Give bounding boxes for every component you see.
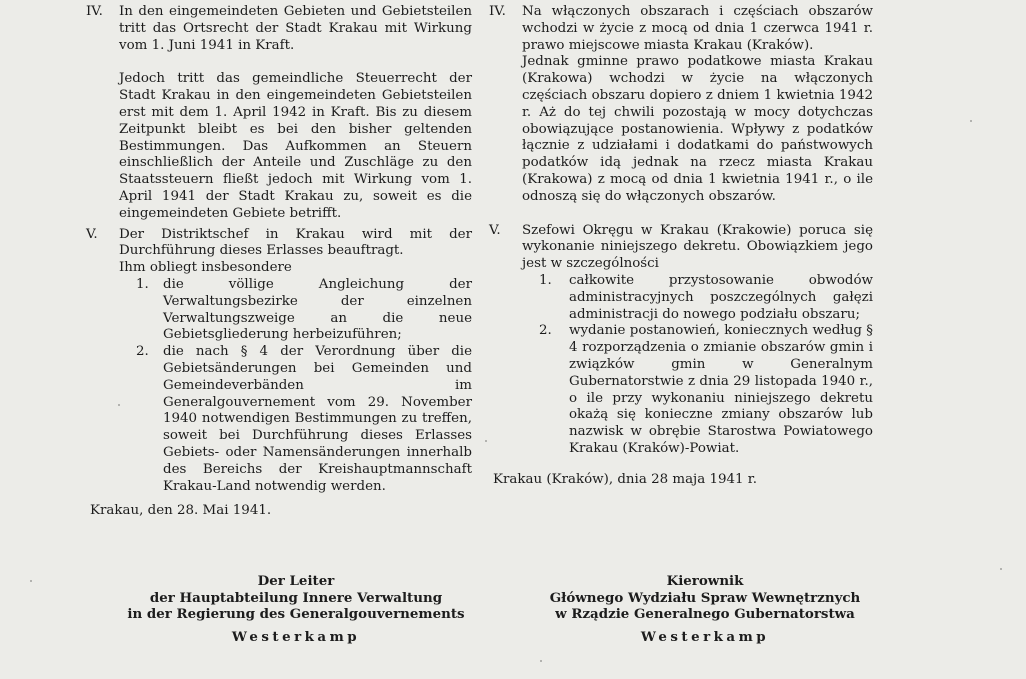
list-item xyxy=(489,323,873,457)
list-item-text: wydanie postanowień, koniecznych według § 4 rozporządzenia o zmianie obszarów gmin i związków gmin w Generalnym Gubernatorstwie z dnia 29 listopada 1940 r., o ile przy wykonaniu niniejszego dekretu okażą się konieczne zmiany obszarów lub nazwisk w obrębie Starostwa Powiatowego Krakau (Kraków)-Powiat. xyxy=(569,323,873,456)
polish-signature-block xyxy=(505,573,905,645)
paper-speck xyxy=(540,660,542,662)
list-item-text: die völlige Angleichung der Verwaltungsbezirke der einzelnen Verwaltungszweige an die neue Gebietsgliederung herbeizuführen; xyxy=(163,276,472,343)
section-number: V. xyxy=(489,222,501,238)
signature-name: Westerkamp xyxy=(640,628,770,645)
section-number: IV. xyxy=(86,4,103,19)
list-item xyxy=(489,273,873,323)
list-item xyxy=(86,344,472,495)
polish-section-iv xyxy=(489,4,873,206)
german-signature-block xyxy=(96,573,496,645)
section-paragraph: In den eingemeindeten Gebieten und Gebietsteilen tritt das Ortsrecht der Stadt Krakau mit Wirkung vom 1. Juni 1941 in Kraft. xyxy=(119,4,472,53)
polish-column xyxy=(489,4,873,489)
signature-title: der Hauptabteilung Innere Verwaltung xyxy=(149,589,443,606)
list-item xyxy=(86,277,472,344)
signature-title: Kierownik xyxy=(666,573,744,589)
date-line: Krakau (Kraków), dnia 28 maja 1941 r. xyxy=(493,471,757,487)
section-number: IV. xyxy=(489,4,506,19)
section-paragraph: Jednak gminne prawo podatkowe miasta Krakau (Krakowa) wchodzi w życie na włączonych częściach obszaru dopiero z dniem 1 kwietnia 1942 r. Aż do tej chwili pozostają w mocy dotychczas obowiązujące postanowienia. Wpływy z podatków łącznie z udziałami i dodatkami do państwowych podatków idą jednak na rzecz miasta Krakau (Krakowa) z mocą od dnia 1 kwietnia 1941 r., o ile odnoszą się do włączonych obszarów. xyxy=(522,54,873,204)
section-number: V. xyxy=(86,226,98,242)
date-line: Krakau, den 28. Mai 1941. xyxy=(90,503,272,519)
polish-section-v xyxy=(489,223,873,273)
section-intro: Ihm obliegt insbesondere xyxy=(119,260,292,276)
list-item-text: die nach § 4 der Verordnung über die Gebietsänderungen bei Gemeinden und Gemeindeverbänden im Generalgouvernement vom 29. November 1940 notwendigen Bestimmungen zu treffen, soweit bei Durchführung dieses Erlasses Gebiets- oder Namensänderungen innerhalb des Bereichs der Kreishauptmannschaft Krakau-Land notwendig werden. xyxy=(163,344,472,494)
paper-speck xyxy=(30,580,32,582)
paper-speck xyxy=(118,404,120,406)
list-item-text: całkowite przystosowanie obwodów administracyjnych poszczególnych gałęzi administracji do nowego podziału obszaru; xyxy=(569,272,873,322)
list-item-number: 2. xyxy=(539,323,552,339)
paper-speck xyxy=(485,440,487,442)
paper-speck xyxy=(1000,568,1002,570)
signature-title: w Rządzie Generalnego Gubernatorstwa xyxy=(555,606,855,623)
signature-title: Der Leiter xyxy=(257,573,335,589)
list-item-number: 2. xyxy=(136,344,149,360)
section-paragraph: Szefowi Okręgu w Krakau (Krakowie) poruca się wykonanie niniejszego dekretu. Obowiązkiem jego jest w szczególności xyxy=(522,222,873,272)
section-paragraph: Na włączonych obszarach i częściach obszarów wchodzi w życie z mocą od dnia 1 czerwca 1941 r. prawo miejscowe miasta Krakau (Kraków). xyxy=(522,4,873,53)
list-item-number: 1. xyxy=(539,272,552,288)
signature-title: in der Regierung des Generalgouvernements xyxy=(127,606,465,623)
section-paragraph: Jedoch tritt das gemeindliche Steuerrecht der Stadt Krakau in den eingemeindeten Gebietsteilen erst mit dem 1. April 1942 in Kraft. Bis zu diesem Zeitpunkt bleibt es bei den bisher geltenden Bestimmungen. Das Aufkommen an Steuern einschließlich der Anteile und Zuschläge zu den Staatssteuern fließt jedoch mit Wirkung vom 1. April 1941 der Stadt Krakau zu, soweit es die eingemeindeten Gebiete betrifft. xyxy=(119,71,472,221)
signature-name: Westerkamp xyxy=(231,628,361,645)
german-section-v xyxy=(86,227,472,261)
german-section-iv xyxy=(86,4,472,223)
paper-speck xyxy=(970,120,972,122)
list-item-number: 1. xyxy=(136,276,149,292)
section-paragraph: Der Distriktschef in Krakau wird mit der Durchführung dieses Erlasses beauftragt. xyxy=(119,226,472,259)
signature-title: Głównego Wydziału Spraw Wewnętrznych xyxy=(549,589,861,606)
german-column xyxy=(86,4,472,520)
